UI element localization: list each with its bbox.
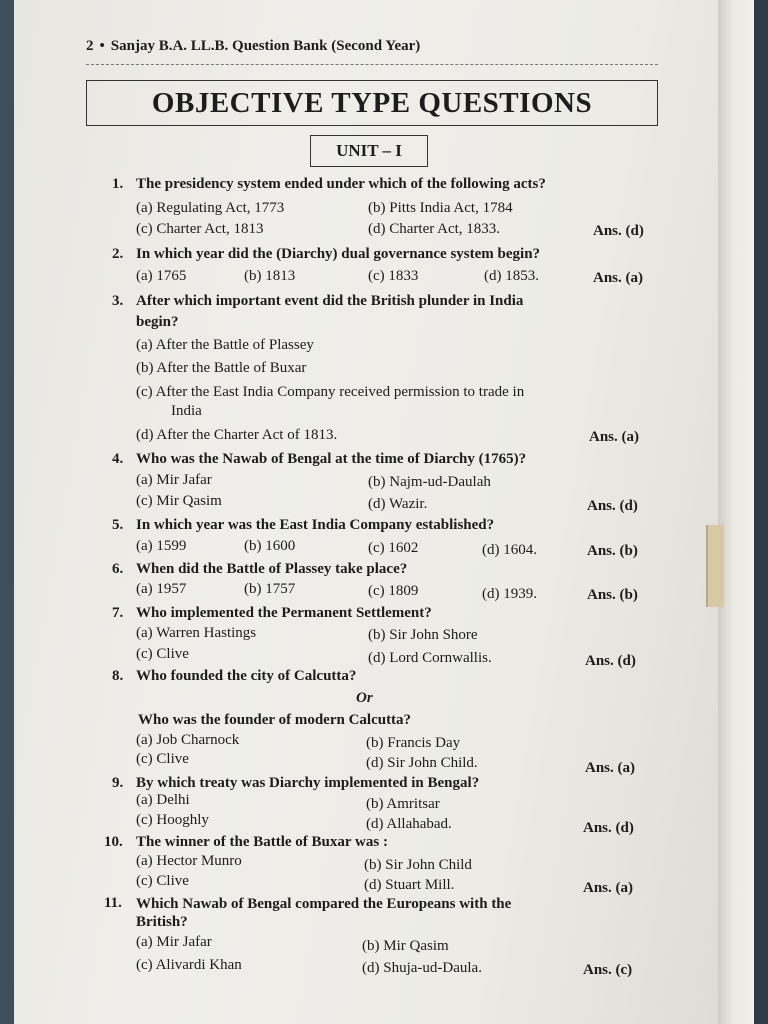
option: (c) Mir Qasim [136,493,222,509]
question-text: In which year did the (Diarchy) dual governance system begin? [136,246,541,262]
question-number: 2. [112,246,124,262]
option: (a) Job Charnock [136,732,240,748]
option: (d) 1604. [482,542,537,558]
option: (d) 1939. [482,586,537,602]
option: (b) Najm-ud-Daulah [368,474,491,490]
question-text: In which year was the East India Company established? [136,517,495,533]
answer: Ans. (d) [587,498,638,514]
question-text: begin? [136,314,179,330]
page-stack-edge [718,0,754,1024]
question-text-alt: Who was the founder of modern Calcutta? [138,712,412,728]
option: India [171,403,202,419]
question-number: 10. [104,834,123,850]
question-text: Who was the Nawab of Bengal at the time of Diarchy (1765)? [136,451,527,467]
option: (d) Wazir. [368,496,428,512]
question-number: 4. [112,451,124,467]
option: (c) Clive [136,751,189,767]
option: (b) 1600 [244,538,296,554]
option: (d) Allahabad. [366,816,452,832]
question-number: 7. [112,605,124,621]
answer: Ans. (d) [583,820,634,836]
question-text: Which Nawab of Bengal compared the Europeans with the [136,896,512,912]
question-text: Who founded the city of Calcutta? [136,668,357,684]
option: (b) Sir John Child [364,857,472,873]
option: (a) Hector Munro [136,853,242,869]
option: (b) Mir Qasim [362,938,449,954]
page-number: 2 [86,38,94,54]
question-text: British? [136,914,188,930]
option: (b) 1813 [244,268,296,284]
option: (b) Francis Day [366,735,461,751]
question-number: 8. [112,668,124,684]
option: (d) Charter Act, 1833. [368,221,501,237]
option: (c) Alivardi Khan [136,957,242,973]
question-text: The presidency system ended under which of the following acts? [136,176,546,192]
question-number: 3. [112,293,124,309]
option: (d) Lord Cornwallis. [368,650,492,666]
option: (c) Hooghly [136,812,209,828]
option: (d) Stuart Mill. [364,877,455,893]
question-number: 11. [104,895,122,911]
header-bullet: • [99,38,105,54]
option: (b) Amritsar [366,796,440,812]
option: (a) 1957 [136,581,187,597]
option: (d) After the Charter Act of 1813. [136,427,338,443]
option: (c) 1602 [368,540,419,556]
option: (a) After the Battle of Plassey [136,337,314,353]
option: (b) 1757 [244,581,296,597]
option: (c) Clive [136,646,189,662]
question-number: 9. [112,775,124,791]
header-divider [86,64,658,65]
option: (d) Shuja-ud-Daula. [362,960,482,976]
binding-tab [706,525,724,607]
option: (a) Delhi [136,792,190,808]
option: (a) Mir Jafar [136,472,212,488]
option: (a) 1599 [136,538,187,554]
question-number: 6. [112,561,124,577]
option: (b) After the Battle of Buxar [136,360,307,376]
question-number: 5. [112,517,124,533]
option: (d) Sir John Child. [366,755,478,771]
question-text: The winner of the Battle of Buxar was : [136,834,388,850]
option: (a) Mir Jafar [136,934,212,950]
option: (d) 1853. [484,268,539,284]
question-number: 1. [112,176,124,192]
answer: Ans. (a) [585,760,636,776]
option: (a) Regulating Act, 1773 [136,200,285,216]
answer: Ans. (b) [587,543,638,559]
option: (b) Pitts India Act, 1784 [368,200,513,216]
section-title: OBJECTIVE TYPE QUESTIONS [86,80,658,126]
unit-label: UNIT – I [310,135,428,167]
answer: Ans. (d) [585,653,636,669]
option: (a) Warren Hastings [136,625,257,641]
running-header [86,38,420,55]
option: (b) Sir John Shore [368,627,478,643]
option: (c) Charter Act, 1813 [136,221,264,237]
option: (c) Clive [136,873,189,889]
option: (a) 1765 [136,268,187,284]
book-title: Sanjay B.A. LL.B. Question Bank (Second Year) [110,38,421,54]
answer: Ans. (b) [587,587,638,603]
option: (c) 1833 [368,268,419,284]
question-text: By which treaty was Diarchy implemented in Bengal? [136,775,480,791]
option: (c) After the East India Company received permission to trade in [136,384,525,400]
question-text: When did the Battle of Plassey take place? [136,561,408,577]
or-separator: Or [356,690,373,706]
answer: Ans. (a) [583,880,634,896]
answer: Ans. (a) [593,270,644,286]
question-text: Who implemented the Permanent Settlement? [136,605,432,621]
answer: Ans. (c) [583,962,633,978]
background-surface [754,0,768,1024]
answer: Ans. (d) [593,223,644,239]
option: (c) 1809 [368,583,419,599]
question-text: After which important event did the British plunder in India [136,293,524,309]
answer: Ans. (a) [589,429,640,445]
